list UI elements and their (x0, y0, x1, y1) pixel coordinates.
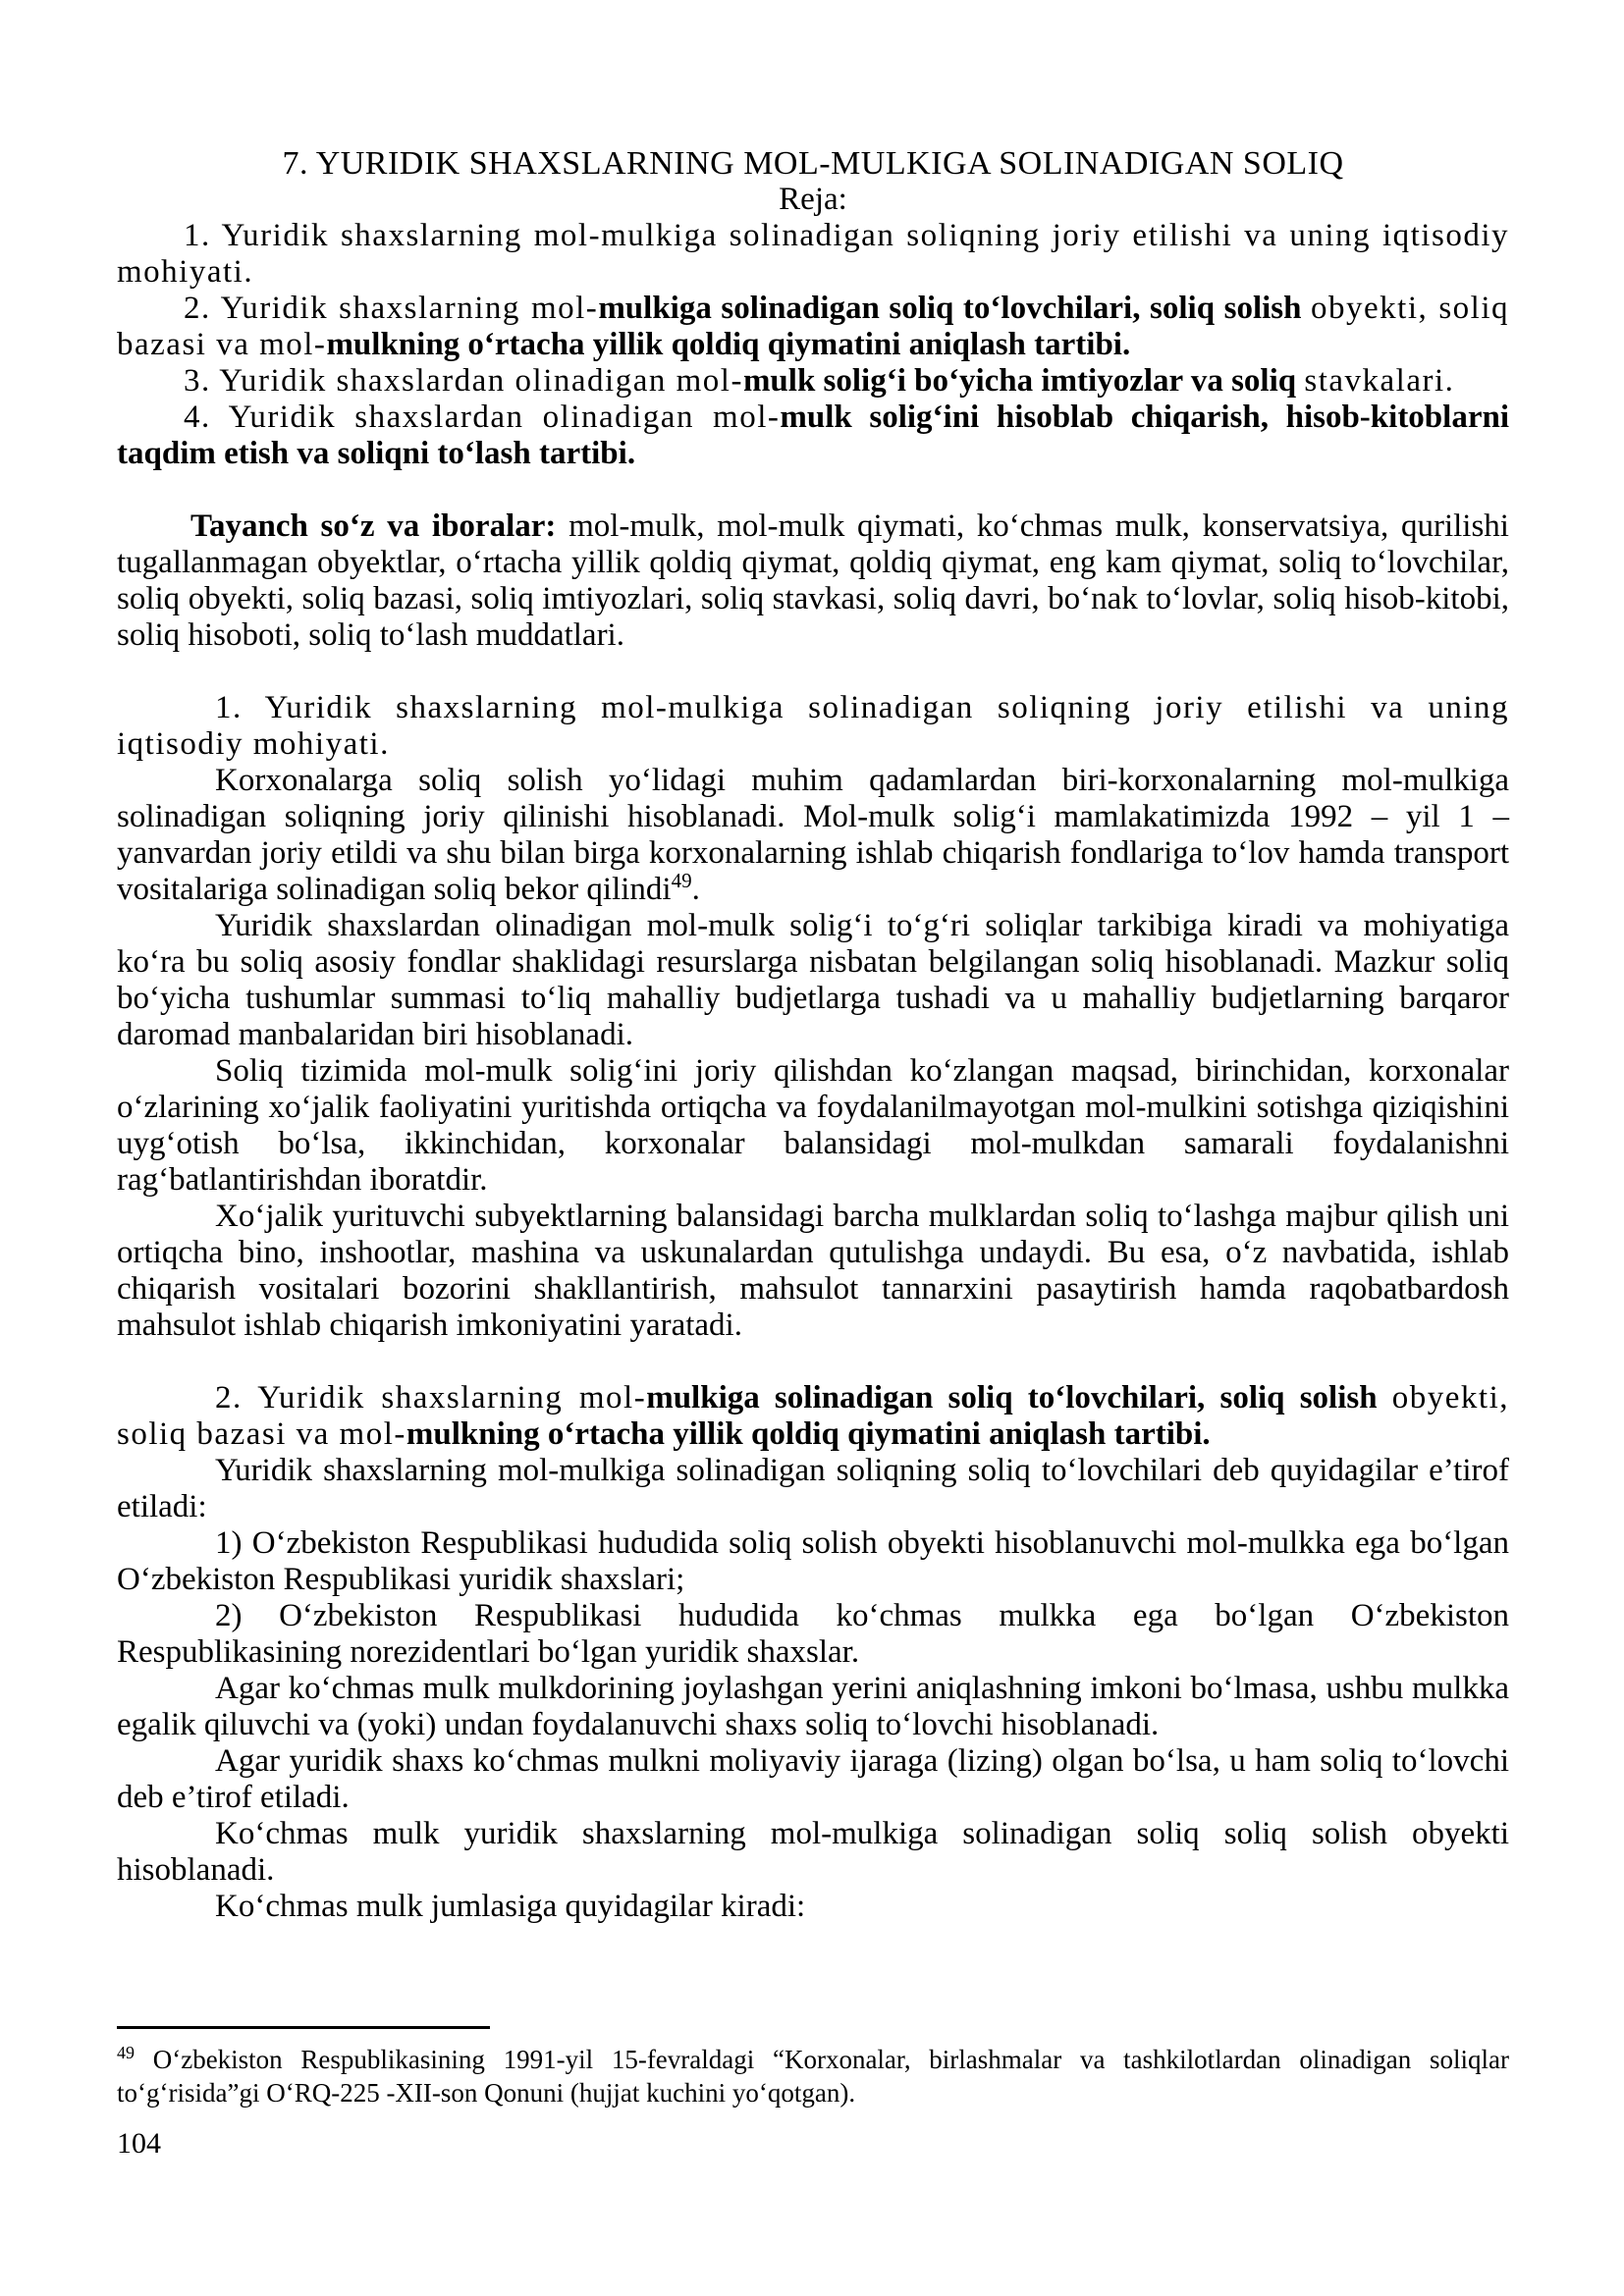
keywords-paragraph (117, 508, 1509, 654)
plan-item-2 (117, 291, 1509, 363)
section-1-paragraph-4: Xo‘jalik yurituvchi subyektlarning balansidagi barcha mulklardan soliq to‘lashga majbur qilish uni ortiqcha bino, inshootlar, mashina va uskunalardan qutulishga undaydi. Bu esa, o‘z navbatida, ishlab chiqarish vositalari bozorini shakllantirish, mahsulot tannarxini pasaytirish hamda raqobatbardosh mahsulot ishlab chiqarish imkoniyatini yaratadi. (117, 1199, 1509, 1343)
page-title: 7. YURIDIK SHAXSLARNING MOL-MULKIGA SOLINADIGAN SOLIQ (282, 145, 1344, 182)
text-run: 3. Yuridik shaxslardan olinadigan mol- (184, 363, 743, 399)
text-run: obyekti, soliq bazasi va mol- (117, 291, 1509, 362)
plan-item-1 (117, 218, 1509, 291)
section-1-paragraph-3: Soliq tizimida mol-mulk solig‘ini joriy qilishdan ko‘zlangan maqsad, birinchidan, korxonalar o‘zlarining xo‘jalik faoliyatini yuritishda ortiqcha va foydalanilmayotgan mol-mulkini sotishga qiziqishini uyg‘otish bo‘lsa, ikkinchidan, korxonalar balansidagi mol-mulkdan samarali foydalanishni rag‘batlantirishdan iboratdir. (117, 1053, 1509, 1198)
text-run-bold: mulk solig‘i bo‘yicha imtiyozlar va soliq (742, 363, 1305, 399)
page-number: 104 (117, 2127, 161, 2160)
footnote-area (117, 2026, 1509, 2161)
text-run: Korxonalarga soliq solish yo‘lidagi muhim qadamlardan biri-korxonalarning mol-mulkiga solinadigan soliqning joriy qilinishi hisoblanadi. Mol-mulk solig‘i mamlakatimizda 1992 – yil 1 – yanvardan joriy etildi va shu bilan birga korxonalarning ishlab chiqarish fondlariga to‘lov hamda transport vositalariga solinadigan soliq bekor qilindi (117, 763, 1509, 907)
footnote-separator (117, 2026, 490, 2029)
vertical-spacer (117, 1344, 1509, 1380)
footnote (117, 2043, 1509, 2109)
section-2-paragraph-3: 2) O‘zbekiston Respublikasi hududida ko‘chmas mulkka ega bo‘lgan O‘zbekiston Respublikasining norezidentlari bo‘lgan yuridik shaxslar. (117, 1598, 1509, 1670)
section-2-paragraph-6: Ko‘chmas mulk yuridik shaxslarning mol-mulkiga solinadigan soliq soliq solish obyekti hisoblanadi. (117, 1816, 1509, 1888)
text-run: obyekti, soliq bazasi va mol- (117, 1380, 1509, 1452)
text-run: stavkalari. (1304, 363, 1455, 399)
text-run-bold: mulk solig‘ini hisoblab chiqarish, hisob-kitoblarni taqdim etish va soliqni to‘lash tartibi. (117, 400, 1509, 471)
text-run: 2. Yuridik shaxslarning mol- (184, 291, 599, 326)
footnote-marker: 49 (117, 2043, 135, 2062)
footnote-ref: 49 (671, 869, 692, 892)
text-run: O‘zbekiston Respublikasining 1991-yil 15-fevraldagi “Korxonalar, birlashmalar va tashkilotlardan olinadigan soliqlar to‘g‘risida”gi O‘RQ-225 -XII-son Qonuni (hujjat kuchini yo‘qotgan). (117, 2045, 1509, 2108)
section-2-paragraph-1: Yuridik shaxslarning mol-mulkiga solinadigan soliqning soliq to‘lovchilari deb quyidagilar e’tirof etiladi: (117, 1453, 1509, 1524)
section-1-paragraph-1 (117, 763, 1509, 908)
text-run: 4. Yuridik shaxslardan olinadigan mol- (184, 400, 781, 435)
text-run-bold: mulkiga solinadigan soliq to‘lovchilari, soliq solish (646, 1380, 1392, 1415)
section-2-paragraph-5: Agar yuridik shaxs ko‘chmas mulkni moliyaviy ijaraga (lizing) olgan bo‘lsa, u ham soliq to‘lovchi deb e’tirof etiladi. (117, 1743, 1509, 1815)
text-run-bold: mulkiga solinadigan soliq to‘lovchilari, soliq solish (598, 291, 1312, 326)
text-run: . (691, 872, 700, 907)
text-run: 1. Yuridik shaxslarning mol-mulkiga solinadigan soliqning joriy etilishi va uning iqtisodiy mohiyati. (117, 218, 1509, 290)
text-run: 2. Yuridik shaxslarning mol- (215, 1380, 647, 1415)
vertical-spacer (117, 654, 1509, 690)
section-2-heading (117, 1380, 1509, 1453)
section-2-paragraph-7: Ko‘chmas mulk jumlasiga quyidagilar kiradi: (215, 1889, 806, 1924)
text-run-bold: mulkning o‘rtacha yillik qoldiq qiymatini aniqlash tartibi. (326, 327, 1131, 362)
keywords-label: Tayanch so‘z va iboralar: (190, 508, 557, 544)
plan-item-3 (117, 363, 1509, 400)
section-1-heading (117, 690, 1509, 763)
section-2-paragraph-2: 1) O‘zbekiston Respublikasi hududida soliq solish obyekti hisoblanuvchi mol-mulkka ega bo‘lgan O‘zbekiston Respublikasi yuridik shaxslari; (117, 1525, 1509, 1597)
text-run: mol-mulk, mol-mulk qiymati, ko‘chmas mulk, konservatsiya, qurilishi tugallanmagan obyektlar, o‘rtacha yillik qoldiq qiymat, qoldiq qiymat, eng kam qiymat, soliq to‘lovchilar, soliq obyekti, soliq bazasi, soliq imtiyozlari, soliq stavkasi, soliq davri, bo‘nak to‘lovlar, soliq hisob-kitobi, soliq hisoboti, soliq to‘lash muddatlari. (117, 508, 1509, 653)
plan-subtitle: Reja: (779, 182, 847, 217)
vertical-spacer (117, 472, 1509, 508)
text-run: 1. Yuridik shaxslarning mol-mulkiga solinadigan soliqning joriy etilishi va uning iqtisodiy mohiyati. (117, 690, 1509, 762)
plan-item-4 (117, 400, 1509, 472)
text-run-bold: mulkning o‘rtacha yillik qoldiq qiymatini aniqlash tartibi. (406, 1416, 1211, 1452)
section-2-paragraph-4: Agar ko‘chmas mulk mulkdorining joylashgan yerini aniqlashning imkoni bo‘lmasa, ushbu mulkka egalik qiluvchi va (yoki) undan foydalanuvchi shaxs soliq to‘lovchi hisoblanadi. (117, 1671, 1509, 1742)
section-1-paragraph-2: Yuridik shaxslardan olinadigan mol-mulk solig‘i to‘g‘ri soliqlar tarkibiga kiradi va mohiyatiga ko‘ra bu soliq asosiy fondlar shaklidagi resurslarga nisbatan belgilangan soliq hisoblanadi. Mazkur soliq bo‘yicha tushumlar summasi to‘liq mahalliy budjetlarga tushadi va u mahalliy budjetlarning barqaror daromad manbalaridan biri hisoblanadi. (117, 908, 1509, 1052)
